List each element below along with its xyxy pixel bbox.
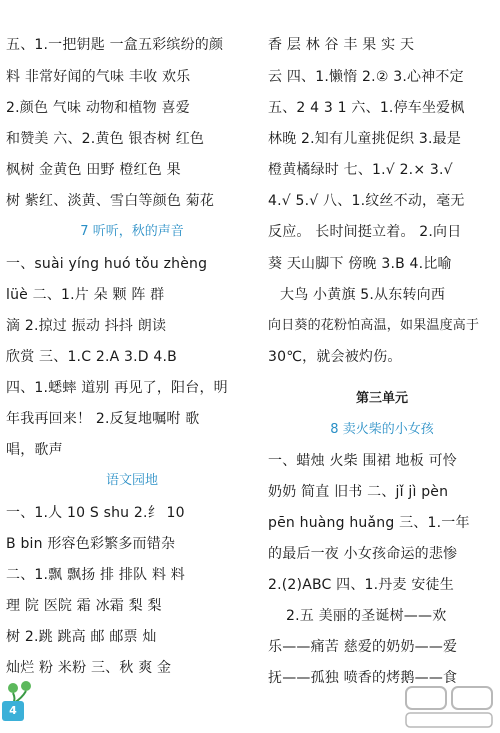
text-line: 唱，歌声 [6, 442, 63, 458]
text-line: 2.(2)ABC 四、1.丹麦 安徒生 [268, 577, 454, 593]
page-number-badge [0, 679, 44, 733]
text-line: 理 院 医院 霜 冰霜 梨 梨 [6, 598, 162, 614]
text-line: 抚——孤独 喷香的烤鹅——食 [268, 670, 458, 686]
text-line: 和赞美 六、2.黄色 银杏树 红色 [6, 131, 205, 147]
text-line: 30℃，就会被灼伤。 [268, 349, 402, 365]
text-line: lüè 二、1.片 朵 颗 阵 群 [6, 287, 165, 303]
text-line: B bin 形容色彩繁多而错杂 [6, 536, 176, 552]
text-line: 树 紫红、淡黄、雪白等颜色 菊花 [6, 193, 215, 209]
text-line: pēn huàng huǎng 三、1.一年 [268, 515, 470, 531]
unit-heading: 第三单元 [355, 391, 408, 406]
text-line: 四、1.蟋蟀 道别 再见了，阳台，明 [6, 380, 228, 396]
text-line: 料 非常好闻的气味 丰收 欢乐 [6, 69, 191, 85]
text-line: 枫树 金黄色 田野 橙红色 果 [6, 162, 181, 178]
text-line: 葵 天山脚下 傍晚 3.B 4.比喻 [268, 256, 452, 272]
text-line: 的最后一夜 小女孩命运的悲惨 [268, 546, 458, 562]
text-line: 二、1.飘 飘扬 排 排队 料 料 [6, 567, 186, 583]
text-line: 树 2.跳 跳高 邮 邮票 灿 [6, 629, 157, 645]
text-line: 一、suài yíng huó tǒu zhèng [6, 256, 208, 272]
section-heading: 语文园地 [105, 473, 158, 488]
text-line: 大鸟 小黄旗 5.从东转向西 [280, 287, 446, 303]
text-line: 反应。 长时间挺立着。 2.向日 [268, 224, 462, 240]
text-line: 年我再回来！ 2.反复地嘱咐 歌 [6, 411, 200, 427]
text-line: 香 层 林 谷 丰 果 实 天 [268, 37, 415, 53]
section-heading: 8 卖火柴的小女孩 [330, 422, 434, 437]
text-line: 乐——痛苦 慈爱的奶奶——爱 [268, 639, 458, 655]
text-line: 五、2 4 3 1 六、1.停车坐爱枫 [268, 100, 465, 116]
watermark-logo [404, 685, 496, 729]
section-heading: 7 听听，秋的声音 [80, 224, 184, 239]
text-line: 橙黄橘绿时 七、1.√ 2.× 3.√ [268, 162, 453, 178]
text-line: 奶奶 简直 旧书 二、jǐ jì pèn [268, 484, 449, 500]
text-line: 4.√ 5.√ 八、1.纹丝不动，毫无 [268, 193, 465, 209]
text-line: 滴 2.掠过 振动 抖抖 朗读 [6, 318, 167, 334]
text-line: 向日葵的花粉怕高温，如果温度高于 [268, 318, 480, 333]
text-line: 欣赏 三、1.C 2.A 3.D 4.B [6, 349, 177, 365]
text-line: 一、蜡烛 火柴 围裙 地板 可怜 [268, 453, 457, 469]
text-line: 2.五 美丽的圣诞树——欢 [286, 608, 447, 624]
page-number: 4 [2, 701, 24, 721]
text-line: 林晚 2.知有儿童挑促织 3.最是 [268, 131, 462, 147]
text-line: 五、1.一把钥匙 一盒五彩缤纷的颜 [6, 37, 224, 53]
text-line: 云 四、1.懒惰 2.② 3.心神不定 [268, 69, 464, 85]
text-line: 灿烂 粉 米粉 三、秋 爽 金 [6, 660, 172, 676]
text-line: 一、1.人 10 S shu 2.纟 10 [6, 505, 185, 521]
text-line: 2.颜色 气味 动物和植物 喜爱 [6, 100, 190, 116]
